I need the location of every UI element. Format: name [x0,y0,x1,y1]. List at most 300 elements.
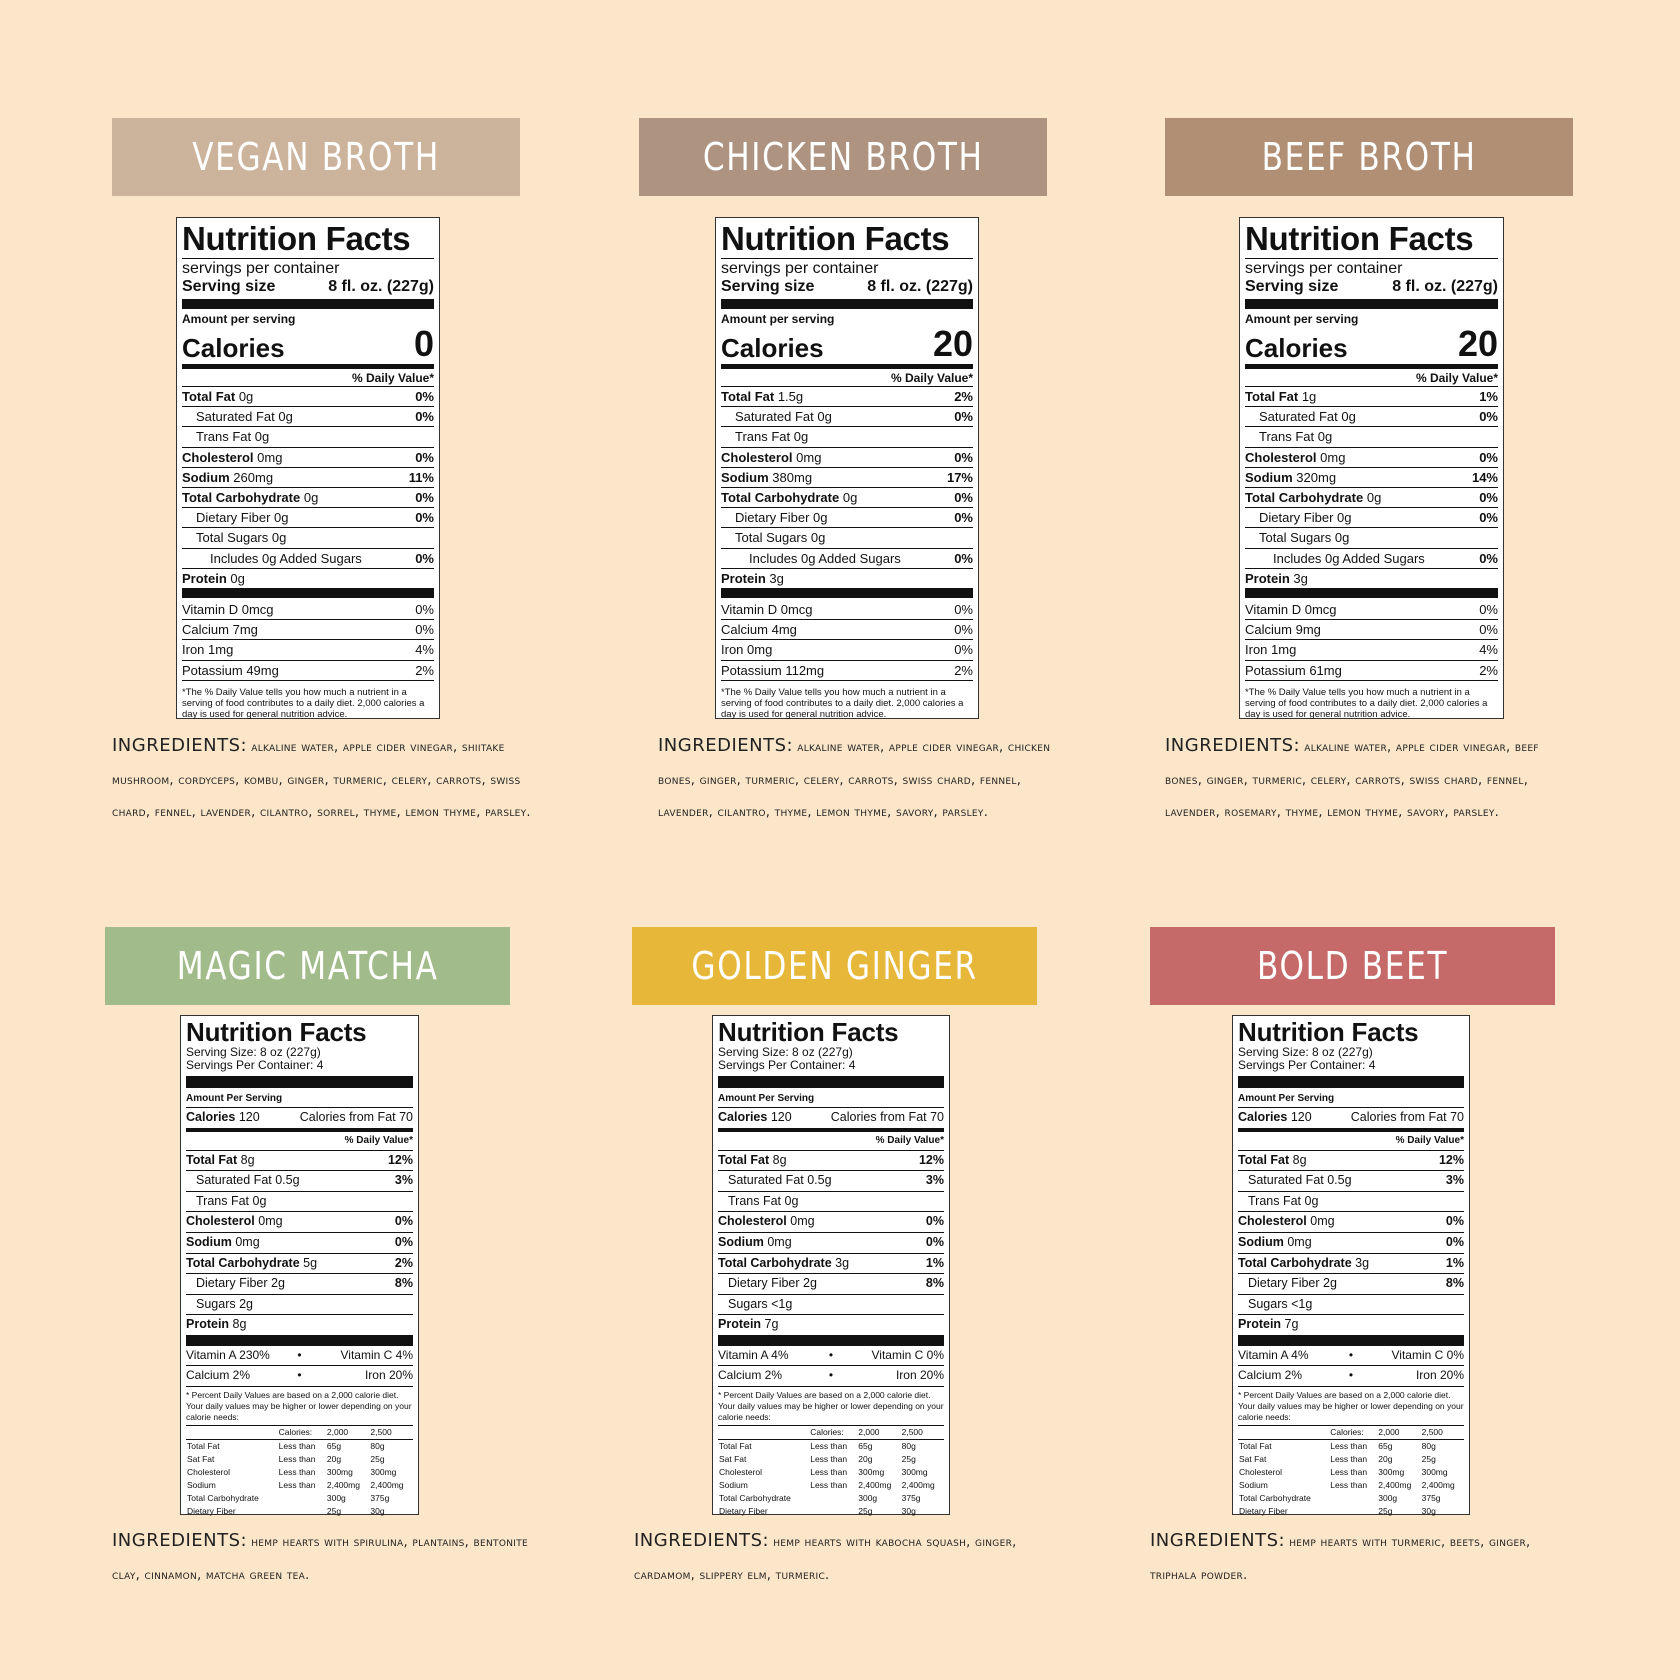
nutrient-row [721,569,973,589]
vitamin-label: Vitamin D [721,602,778,618]
daily-value-header: % Daily Value* [1245,370,1498,387]
calories-label: Calories [1238,1110,1288,1124]
nutrient-label: Includes 0g Added Sugars [1273,550,1425,566]
thick-divider [1238,1336,1464,1346]
nutrient-label: Sodium [182,469,230,485]
nutrient-label: Total Sugars [196,530,269,546]
nutrient-row [182,528,434,548]
nutrient-row [182,508,434,528]
nutrient-row [721,508,973,528]
vitamin-label: Calcium [182,622,229,638]
nutrient-amount: 3g [769,570,784,586]
vitamin-label: Vitamin D [1245,602,1302,618]
nutrient-name [186,1295,253,1315]
nutrient-row [182,427,434,447]
vitamin-amount: 61mg [1309,662,1342,678]
product-banner [1165,118,1573,196]
nutrient-row [1245,427,1498,447]
nutrient-name [721,508,828,527]
nutrient-name [721,549,901,568]
vitamin-label: Iron [182,642,205,658]
nutrient-label: Dietary Fiber [196,1276,268,1291]
reference-cell: 2,400mg [1378,1479,1412,1490]
nutrient-name [186,1192,266,1212]
nutrient-label: Cholesterol [1245,449,1317,465]
vitamin-name [1245,640,1296,659]
nutrient-label: Total Carbohydrate [1238,1255,1352,1270]
vitamin-left: Vitamin A 4% [718,1347,789,1362]
nutrient-label: Trans Fat [1248,1193,1302,1208]
nutrient-amount: 8g [772,1152,787,1167]
nutrient-amount: 0g [1317,429,1333,445]
reference-cell: Cholesterol [1239,1466,1282,1477]
vitamin-row [1245,661,1498,681]
nutrient-name [186,1254,317,1274]
nutrient-percent: 0% [415,409,434,425]
daily-value-footnote: * Percent Daily Values are based on a 2,000 calorie diet. Your daily values may be higher or lower depending on your calorie needs: [718,1390,944,1426]
nutrient-row [721,528,973,548]
reference-cell [278,1492,326,1505]
amount-per-serving: Amount per serving [182,312,296,326]
amount-per-serving: Amount per serving [1245,312,1359,326]
nutrient-percent: 0% [954,550,973,566]
nutrient-amount: 0g [817,409,832,425]
nutrient-amount: 7g [1284,1317,1299,1332]
calories-row [718,1108,944,1132]
vitamin-amount: 49mg [246,662,279,678]
nutrient-row [1245,387,1498,407]
reference-row [186,1453,413,1466]
nutrient-percent: 0% [415,449,434,465]
nutrient-label: Saturated Fat [735,409,814,425]
reference-cell: 300mg [858,1466,885,1477]
reference-row [718,1453,944,1466]
reference-cell: Less than [278,1440,316,1451]
reference-cell: 25g [326,1505,342,1516]
reference-cell: 300mg [1378,1466,1405,1477]
nutrient-row [182,387,434,407]
nutrient-amount: 5g [303,1255,318,1270]
nutrient-percent: 0% [1479,409,1498,425]
serving-size-label: Serving size [182,278,276,295]
reference-cell: 80g [1421,1440,1436,1451]
nutrient-percent: 12% [387,1152,413,1167]
vitamin-amount: 4mg [771,622,797,638]
nutrient-amount: 1g [1301,389,1317,404]
reference-cell: Sat Fat [187,1453,215,1464]
nutrient-percent: 11% [408,469,434,485]
nutrient-amount: 8g [240,1152,255,1167]
nutrient-percent: 2% [394,1255,413,1270]
vitamin-percent: 0% [1479,602,1498,618]
reference-cell: 25g [1421,1453,1436,1464]
nutrient-percent: 0% [954,510,973,526]
nutrient-amount: 260mg [233,469,274,485]
vitamin-label: Potassium [182,662,243,678]
nutrient-label: Total Fat [186,1152,238,1167]
calories-label: Calories [182,333,285,363]
reference-cell [1329,1492,1377,1505]
nutrient-label: Total Sugars [1259,530,1332,546]
nutrition-facts-label [712,1015,950,1515]
reference-cell: 20g [858,1453,873,1464]
nutrient-label: Sodium [1245,469,1293,485]
reference-cell: 375g [1421,1492,1441,1503]
nutrient-row [1238,1192,1464,1213]
nutrient-label: Total Fat [718,1152,770,1167]
reference-cell: 300g [1378,1492,1398,1503]
nutrient-name [1245,528,1349,547]
ingredients-list: alkaline water, apple cider vinegar, chicken bones, ginger, turmeric, celery, carrots, swiss chard, fennel, lavender, cilantro, thyme, lemon thyme, savory, parsley. [658,740,1051,820]
servings-per-container: servings per container [721,260,879,277]
vitamin-percent: 0% [415,622,434,638]
nutrient-label: Cholesterol [1238,1214,1307,1229]
reference-cell: 2,400mg [901,1479,935,1490]
nutrient-row [1245,569,1498,589]
nutrient-amount: 0.5g [807,1173,832,1188]
vitamin-row [1238,1366,1464,1387]
nutrient-name [186,1171,300,1191]
product-banner [1150,927,1555,1005]
reference-row [718,1505,944,1518]
calories-label: Calories [721,333,824,363]
nutrient-label: Trans Fat [196,429,252,445]
nutrient-percent: 0% [954,490,973,506]
reference-cell: 300g [858,1492,878,1503]
servings-per-container: servings per container [182,260,340,277]
reference-row [1238,1479,1464,1492]
reference-cell: Less than [1330,1440,1368,1451]
serving-size-value: 8 fl. oz. (227g) [1392,278,1498,295]
reference-cell: 375g [901,1492,921,1503]
nutrient-row [721,387,973,407]
reference-cell: Less than [1330,1466,1368,1477]
reference-cell: Less than [278,1453,316,1464]
label-title: Nutrition Facts [1245,220,1474,257]
reference-header-cell: 2,000 [326,1426,370,1440]
thick-divider [186,1336,413,1346]
vitamin-row [186,1366,413,1387]
nutrient-row [721,488,973,508]
nutrient-amount: 0g [274,510,289,526]
serving-size: Serving Size: 8 oz (227g) [718,1045,853,1059]
thick-divider [186,1076,413,1088]
nutrition-facts-label [715,217,979,719]
nutrient-name [1245,508,1352,527]
reference-cell: 25g [858,1505,873,1516]
product-banner [639,118,1047,196]
bullet-separator: • [1348,1368,1354,1383]
vitamin-left: Calcium 2% [1238,1368,1303,1383]
serving-size-value: 8 fl. oz. (227g) [867,278,973,295]
product-banner [105,927,510,1005]
nutrient-label: Total Fat [1238,1152,1290,1167]
nutrient-label: Total Carbohydrate [721,490,840,506]
reference-header-row [1238,1426,1464,1440]
nutrient-amount: 3g [835,1255,850,1270]
reference-header-cell [1238,1426,1329,1440]
reference-header-cell [718,1426,809,1440]
daily-value-reference-table [718,1426,944,1518]
vitamin-row [182,620,434,640]
daily-value-footnote: *The % Daily Value tells you how much a nutrient in a serving of food contributes to a daily diet. 2,000 calories a day is used for general nutrition advice. [1245,686,1488,720]
nutrient-amount: 0mg [257,449,283,465]
reference-row [1238,1505,1464,1518]
ingredients-heading: INGREDIENTS: [112,1530,248,1551]
vitamin-amount: 1mg [208,642,234,658]
nutrient-amount: 3g [1293,570,1308,586]
reference-cell: Total Carbohydrate [719,1492,791,1503]
nutrient-percent: 0% [1445,1234,1464,1249]
amount-per-serving: Amount Per Serving [1238,1091,1464,1108]
nutrient-row [718,1192,944,1213]
vitamin-right: Iron 20% [1415,1368,1464,1383]
nutrient-amount: <1g [1291,1296,1313,1311]
vitamin-label: Potassium [1245,662,1306,678]
nutrient-row [1238,1151,1464,1172]
vitamin-left: Vitamin A 230% [186,1347,270,1362]
nutrient-row [1245,549,1498,569]
reference-header-cell: 2,000 [1377,1426,1420,1440]
vitamin-name [721,640,772,659]
nutrient-label: Dietary Fiber [196,510,271,526]
nutrition-facts-label [180,1015,419,1515]
serving-size-row [1245,278,1498,296]
nutrient-percent: 8% [1445,1276,1464,1291]
reference-cell: Total Fat [719,1440,752,1451]
nutrient-name [1245,407,1356,426]
nutrient-name [1245,448,1345,467]
vitamin-right: Vitamin C 0% [1391,1347,1464,1362]
daily-value-reference-table [186,1426,413,1518]
nutrient-percent: 0% [925,1214,944,1229]
daily-value-header: % Daily Value* [1238,1132,1464,1151]
nutrient-label: Sodium [186,1234,232,1249]
nutrient-amount: 0g [842,490,858,506]
nutrient-label: Saturated Fat [728,1173,804,1188]
nutrient-name [721,427,808,446]
ingredients-text [1150,1525,1570,1592]
nutrient-amount: 0g [813,510,828,526]
nutrient-amount: 0g [254,429,270,445]
nutrient-amount: 0g [1341,409,1356,425]
nutrient-name [182,448,282,467]
vitamin-row [1245,600,1498,620]
reference-cell: Dietary Fiber [187,1505,236,1516]
nutrient-percent: 8% [394,1276,413,1291]
ingredients-list: alkaline water, apple cider vinegar, shiitake mushroom, cordyceps, kombu, ginger, turmeric, celery, carrots, swiss chard, fennel, lavender, cilantro, sorrel, thyme, lemon thyme, parsley. [112,740,531,820]
reference-row [718,1492,944,1505]
nutrient-name [718,1192,798,1212]
calories-label: Calories [186,1110,236,1124]
nutrient-amount: 0g [252,1193,267,1208]
reference-cell: Dietary Fiber [1239,1505,1288,1516]
vitamin-row [182,640,434,660]
nutrient-row [182,407,434,427]
ingredients-text [634,1525,1054,1592]
nutrient-percent: 0% [415,389,434,404]
nutrient-row [1238,1315,1464,1336]
nutrient-label: Sugars [196,1296,236,1311]
nutrient-amount: 0g [271,530,287,546]
nutrient-name [1245,549,1425,568]
nutrient-label: Saturated Fat [196,1173,272,1188]
nutrient-name [1238,1233,1312,1253]
reference-cell: 65g [1378,1440,1393,1451]
nutrient-name [182,488,318,507]
calories-from-fat: Calories from Fat 70 [1350,1110,1464,1124]
nutrient-row [1245,488,1498,508]
label-title: Nutrition Facts [721,220,950,257]
nutrient-amount: 0g [238,389,254,404]
calories-row [721,323,973,364]
reference-cell: 300mg [901,1466,928,1477]
vitamin-row [182,600,434,620]
nutrient-label: Total Carbohydrate [718,1255,832,1270]
reference-row [718,1439,944,1453]
vitamin-name [1245,661,1342,680]
bullet-separator: • [828,1347,834,1362]
nutrient-row [182,549,434,569]
reference-header-cell: Calories: [1329,1426,1377,1440]
serving-size-row [721,278,973,296]
nutrient-row [718,1171,944,1192]
nutrient-label: Includes 0g Added Sugars [210,550,362,566]
ingredients-list: hemp hearts with turmeric, beets, ginger, triphala powder. [1150,1535,1531,1583]
reference-cell: 80g [901,1440,916,1451]
vitamin-amount: 7mg [232,622,258,638]
nutrient-amount: 0mg [1320,449,1346,465]
reference-cell: 2,400mg [858,1479,892,1490]
nutrient-label: Dietary Fiber [735,510,810,526]
serving-size-row [182,278,434,296]
daily-value-header: % Daily Value* [186,1132,413,1151]
nutrient-name [1245,427,1332,446]
product-name: MAGIC MATCHA [176,944,439,988]
ingredients-text [658,730,1068,830]
ingredients-heading: INGREDIENTS: [658,735,794,756]
reference-cell: Total Carbohydrate [1239,1492,1311,1503]
nutrient-row [1238,1171,1464,1192]
vitamin-percent: 4% [415,642,434,658]
reference-cell: Sodium [187,1479,216,1490]
reference-row [186,1505,413,1518]
reference-cell: 25g [370,1453,385,1464]
reference-cell: Sodium [1239,1479,1268,1490]
reference-cell: 30g [370,1505,385,1516]
reference-cell: Sodium [719,1479,748,1490]
vitamin-left: Calcium 2% [186,1368,251,1383]
nutrient-amount: 0mg [235,1234,260,1249]
reference-row [186,1492,413,1505]
nutrient-percent: 1% [1479,389,1498,404]
nutrient-name [721,569,784,588]
product-name: GOLDEN GINGER [691,944,978,988]
daily-value-header: % Daily Value* [721,370,973,387]
thick-divider [721,589,973,598]
divider [1245,258,1498,259]
vitamin-label: Iron [721,642,744,658]
nutrient-row [182,468,434,488]
nutrient-row [1245,448,1498,468]
nutrient-name [182,407,293,426]
vitamin-row [182,661,434,681]
nutrient-label: Trans Fat [196,1193,250,1208]
nutrient-label: Cholesterol [182,449,254,465]
nutrient-amount: 0g [1304,1193,1319,1208]
nutrient-amount: 3g [1355,1255,1370,1270]
nutrient-label: Dietary Fiber [1248,1276,1320,1291]
thick-divider [182,299,434,309]
divider [721,258,973,259]
vitamin-percent: 0% [954,642,973,658]
nutrient-amount: 0g [1366,490,1382,506]
medium-divider [1245,364,1498,369]
vitamin-row [721,600,973,620]
reference-cell: Less than [810,1479,848,1490]
nutrient-percent: 1% [925,1255,944,1270]
vitamin-name [182,661,279,680]
nutrient-row [1238,1212,1464,1233]
nutrient-row [182,448,434,468]
calories-row [1245,323,1498,364]
nutrient-percent: 0% [415,490,434,506]
reference-row [186,1479,413,1492]
vitamin-amount: 1mg [1271,642,1297,658]
nutrient-name [721,448,821,467]
reference-cell: Less than [1330,1453,1368,1464]
nutrient-amount: 2g [239,1296,253,1311]
daily-value-reference-table [1238,1426,1464,1518]
nutrient-name [1238,1315,1298,1335]
vitamin-amount: 0mg [747,642,773,658]
nutrient-row [718,1233,944,1254]
product-banner [112,118,520,196]
label-title: Nutrition Facts [182,220,411,257]
calories-name [186,1108,260,1128]
servings-per-container: Servings Per Container: 4 [1238,1058,1376,1072]
nutrient-row [1238,1233,1464,1254]
nutrient-amount: 0g [1334,530,1350,546]
nutrient-name [1238,1295,1312,1315]
vitamin-amount: 0mcg [241,602,274,618]
nutrient-amount: 8g [232,1317,247,1332]
daily-value-footnote: *The % Daily Value tells you how much a nutrient in a serving of food contributes to a daily diet. 2,000 calories a day is used for general nutrition advice. [182,686,425,720]
nutrient-amount: 380mg [772,469,813,485]
calories-row [1238,1108,1464,1132]
nutrient-row [1238,1274,1464,1295]
vitamin-right: Vitamin C 0% [871,1347,944,1362]
nutrient-label: Protein [1238,1317,1282,1332]
ingredients-list: alkaline water, apple cider vinegar, beef bones, ginger, turmeric, celery, carrots, swiss chard, fennel, lavender, rosemary, thyme, lemon thyme, savory, parsley. [1165,740,1539,820]
reference-cell: Cholesterol [719,1466,762,1477]
ingredients-heading: INGREDIENTS: [634,1530,770,1551]
nutrient-percent: 3% [394,1173,413,1188]
nutrient-row [186,1212,413,1233]
nutrient-name [721,468,812,487]
reference-cell: 30g [901,1505,916,1516]
nutrient-amount: 0mg [258,1214,283,1229]
vitamin-name [1245,620,1321,639]
nutrient-label: Trans Fat [735,429,791,445]
nutrient-percent: 17% [946,469,973,485]
amount-per-serving: Amount per serving [721,312,835,326]
nutrient-row [721,549,973,569]
nutrition-facts-label [1239,217,1504,719]
nutrient-name [1238,1274,1337,1294]
nutrient-name [1238,1192,1318,1212]
vitamin-right: Vitamin C 4% [340,1347,413,1362]
